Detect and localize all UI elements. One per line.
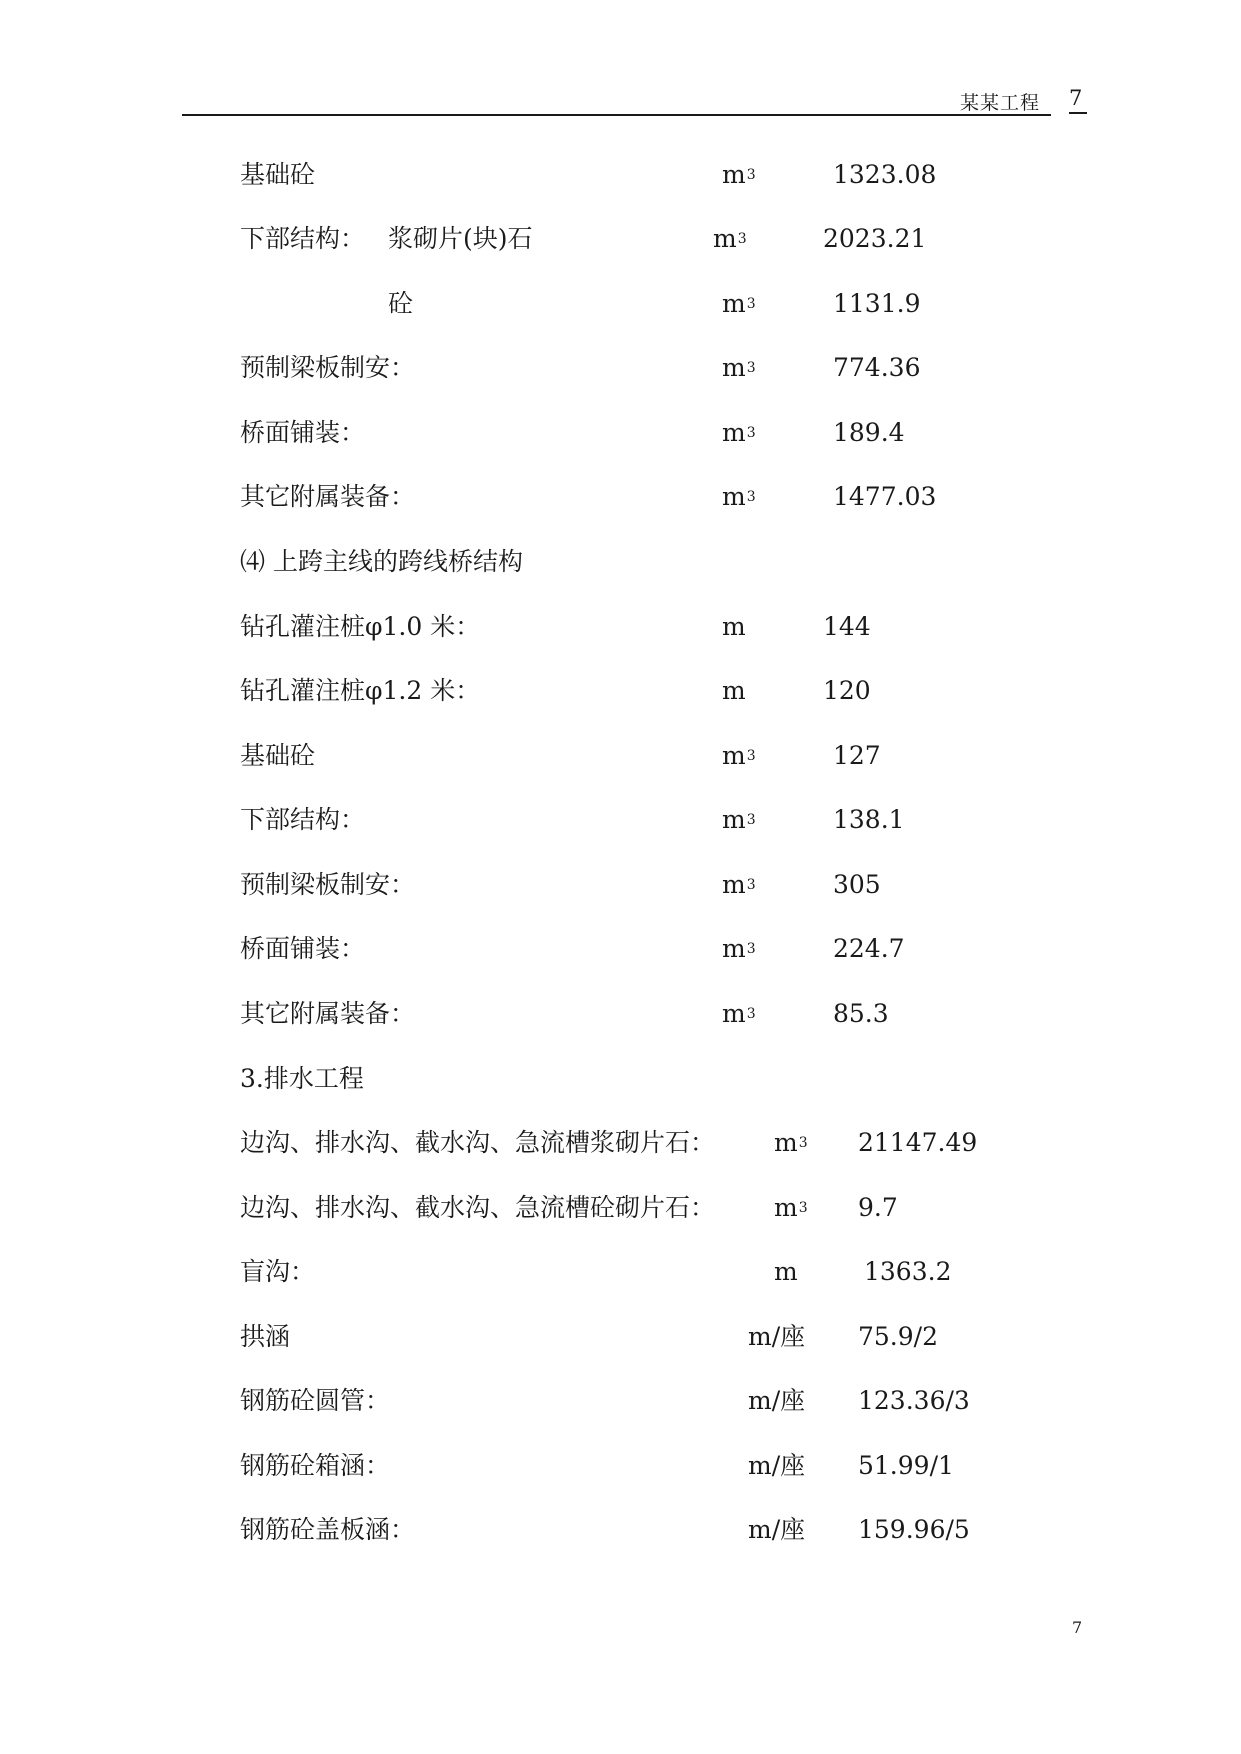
item-unit: m/座 xyxy=(748,1386,806,1415)
item-label: 其它附属装备： xyxy=(240,999,416,1028)
item-unit: m 3 xyxy=(722,741,756,770)
item-label: 基础砼 xyxy=(240,160,316,189)
item-label: 钢筋砼盖板涵： xyxy=(240,1515,416,1544)
item-unit: m 3 xyxy=(722,353,756,382)
list-item xyxy=(0,1317,1241,1357)
item-value: 85.3 xyxy=(833,999,889,1028)
list-item xyxy=(0,607,1241,647)
item-unit: m 3 xyxy=(722,160,756,189)
item-value: 123.36/3 xyxy=(858,1386,970,1415)
item-unit: m 3 xyxy=(774,1193,808,1222)
item-label: 桥面铺装： xyxy=(240,934,366,963)
list-item xyxy=(0,1446,1241,1486)
item-unit: m xyxy=(722,612,746,641)
header-page-underline xyxy=(1069,112,1087,114)
item-label: 边沟、排水沟、截水沟、急流槽砼砌片石： xyxy=(240,1193,716,1222)
item-sublabel: 浆砌片(块)石 xyxy=(388,224,533,253)
item-label: 钻孔灌注桩φ1.2 米： xyxy=(240,676,481,705)
item-label: 桥面铺装： xyxy=(240,418,366,447)
list-item xyxy=(0,800,1241,840)
list-item xyxy=(0,994,1241,1034)
item-value: 1131.9 xyxy=(833,289,921,318)
item-unit: m 3 xyxy=(722,418,756,447)
item-value: 120 xyxy=(823,676,871,705)
item-label: 其它附属装备： xyxy=(240,482,416,511)
item-value: 305 xyxy=(833,870,881,899)
item-unit: m/座 xyxy=(748,1451,806,1480)
item-label: 预制梁板制安： xyxy=(240,870,416,899)
list-item xyxy=(0,736,1241,776)
list-item xyxy=(0,1188,1241,1228)
item-label: 基础砼 xyxy=(240,741,316,770)
item-sublabel: 砼 xyxy=(388,289,414,318)
item-label: 预制梁板制安： xyxy=(240,353,416,382)
item-value: 159.96/5 xyxy=(858,1515,970,1544)
item-unit: m 3 xyxy=(722,934,756,963)
item-value: 138.1 xyxy=(833,805,905,834)
list-item xyxy=(0,155,1241,195)
item-unit: m 3 xyxy=(713,224,747,253)
item-unit: m 3 xyxy=(722,289,756,318)
item-unit: m 3 xyxy=(722,870,756,899)
item-value: 774.36 xyxy=(833,353,921,382)
item-value: 9.7 xyxy=(858,1193,898,1222)
item-value: 21147.49 xyxy=(858,1128,978,1157)
item-label: 拱涵 xyxy=(240,1322,291,1351)
header-rule xyxy=(182,114,1051,116)
footer-page-number: 7 xyxy=(1072,1618,1083,1637)
section-heading xyxy=(0,1059,1241,1099)
item-unit: m 3 xyxy=(722,482,756,511)
item-unit: m xyxy=(774,1257,798,1286)
list-item xyxy=(0,348,1241,388)
item-label: 钢筋砼箱涵： xyxy=(240,1451,391,1480)
list-item xyxy=(0,929,1241,969)
list-item xyxy=(0,1123,1241,1163)
item-unit: m/座 xyxy=(748,1322,806,1351)
item-unit: m xyxy=(722,676,746,705)
list-item xyxy=(0,1252,1241,1292)
item-value: 189.4 xyxy=(833,418,905,447)
section-heading-label: 3.排水工程 xyxy=(240,1064,364,1093)
list-item xyxy=(0,865,1241,905)
item-value: 144 xyxy=(823,612,871,641)
item-value: 1477.03 xyxy=(833,482,937,511)
list-item xyxy=(0,219,1241,259)
item-value: 51.99/1 xyxy=(858,1451,954,1480)
item-value: 127 xyxy=(833,741,881,770)
item-unit: m 3 xyxy=(722,805,756,834)
list-item xyxy=(0,1510,1241,1550)
item-label: 钢筋砼圆管： xyxy=(240,1386,391,1415)
section-heading-label: ⑷ 上跨主线的跨线桥结构 xyxy=(240,547,523,576)
list-item xyxy=(0,284,1241,324)
item-label: 盲沟： xyxy=(240,1257,316,1286)
item-value: 224.7 xyxy=(833,934,905,963)
item-unit: m 3 xyxy=(722,999,756,1028)
list-item xyxy=(0,413,1241,453)
item-value: 75.9/2 xyxy=(858,1322,938,1351)
item-value: 1363.2 xyxy=(864,1257,952,1286)
section-heading xyxy=(0,542,1241,582)
item-unit: m/座 xyxy=(748,1515,806,1544)
list-item xyxy=(0,671,1241,711)
list-item xyxy=(0,1381,1241,1421)
item-label: 钻孔灌注桩φ1.0 米： xyxy=(240,612,481,641)
header-title: 某某工程 xyxy=(960,92,1041,114)
item-value: 2023.21 xyxy=(823,224,927,253)
header-page-number: 7 xyxy=(1069,86,1083,110)
list-item xyxy=(0,477,1241,517)
item-label: 下部结构： xyxy=(240,805,366,834)
item-value: 1323.08 xyxy=(833,160,937,189)
item-label: 下部结构： xyxy=(240,224,366,253)
item-unit: m 3 xyxy=(774,1128,808,1157)
item-label: 边沟、排水沟、截水沟、急流槽浆砌片石： xyxy=(240,1128,716,1157)
